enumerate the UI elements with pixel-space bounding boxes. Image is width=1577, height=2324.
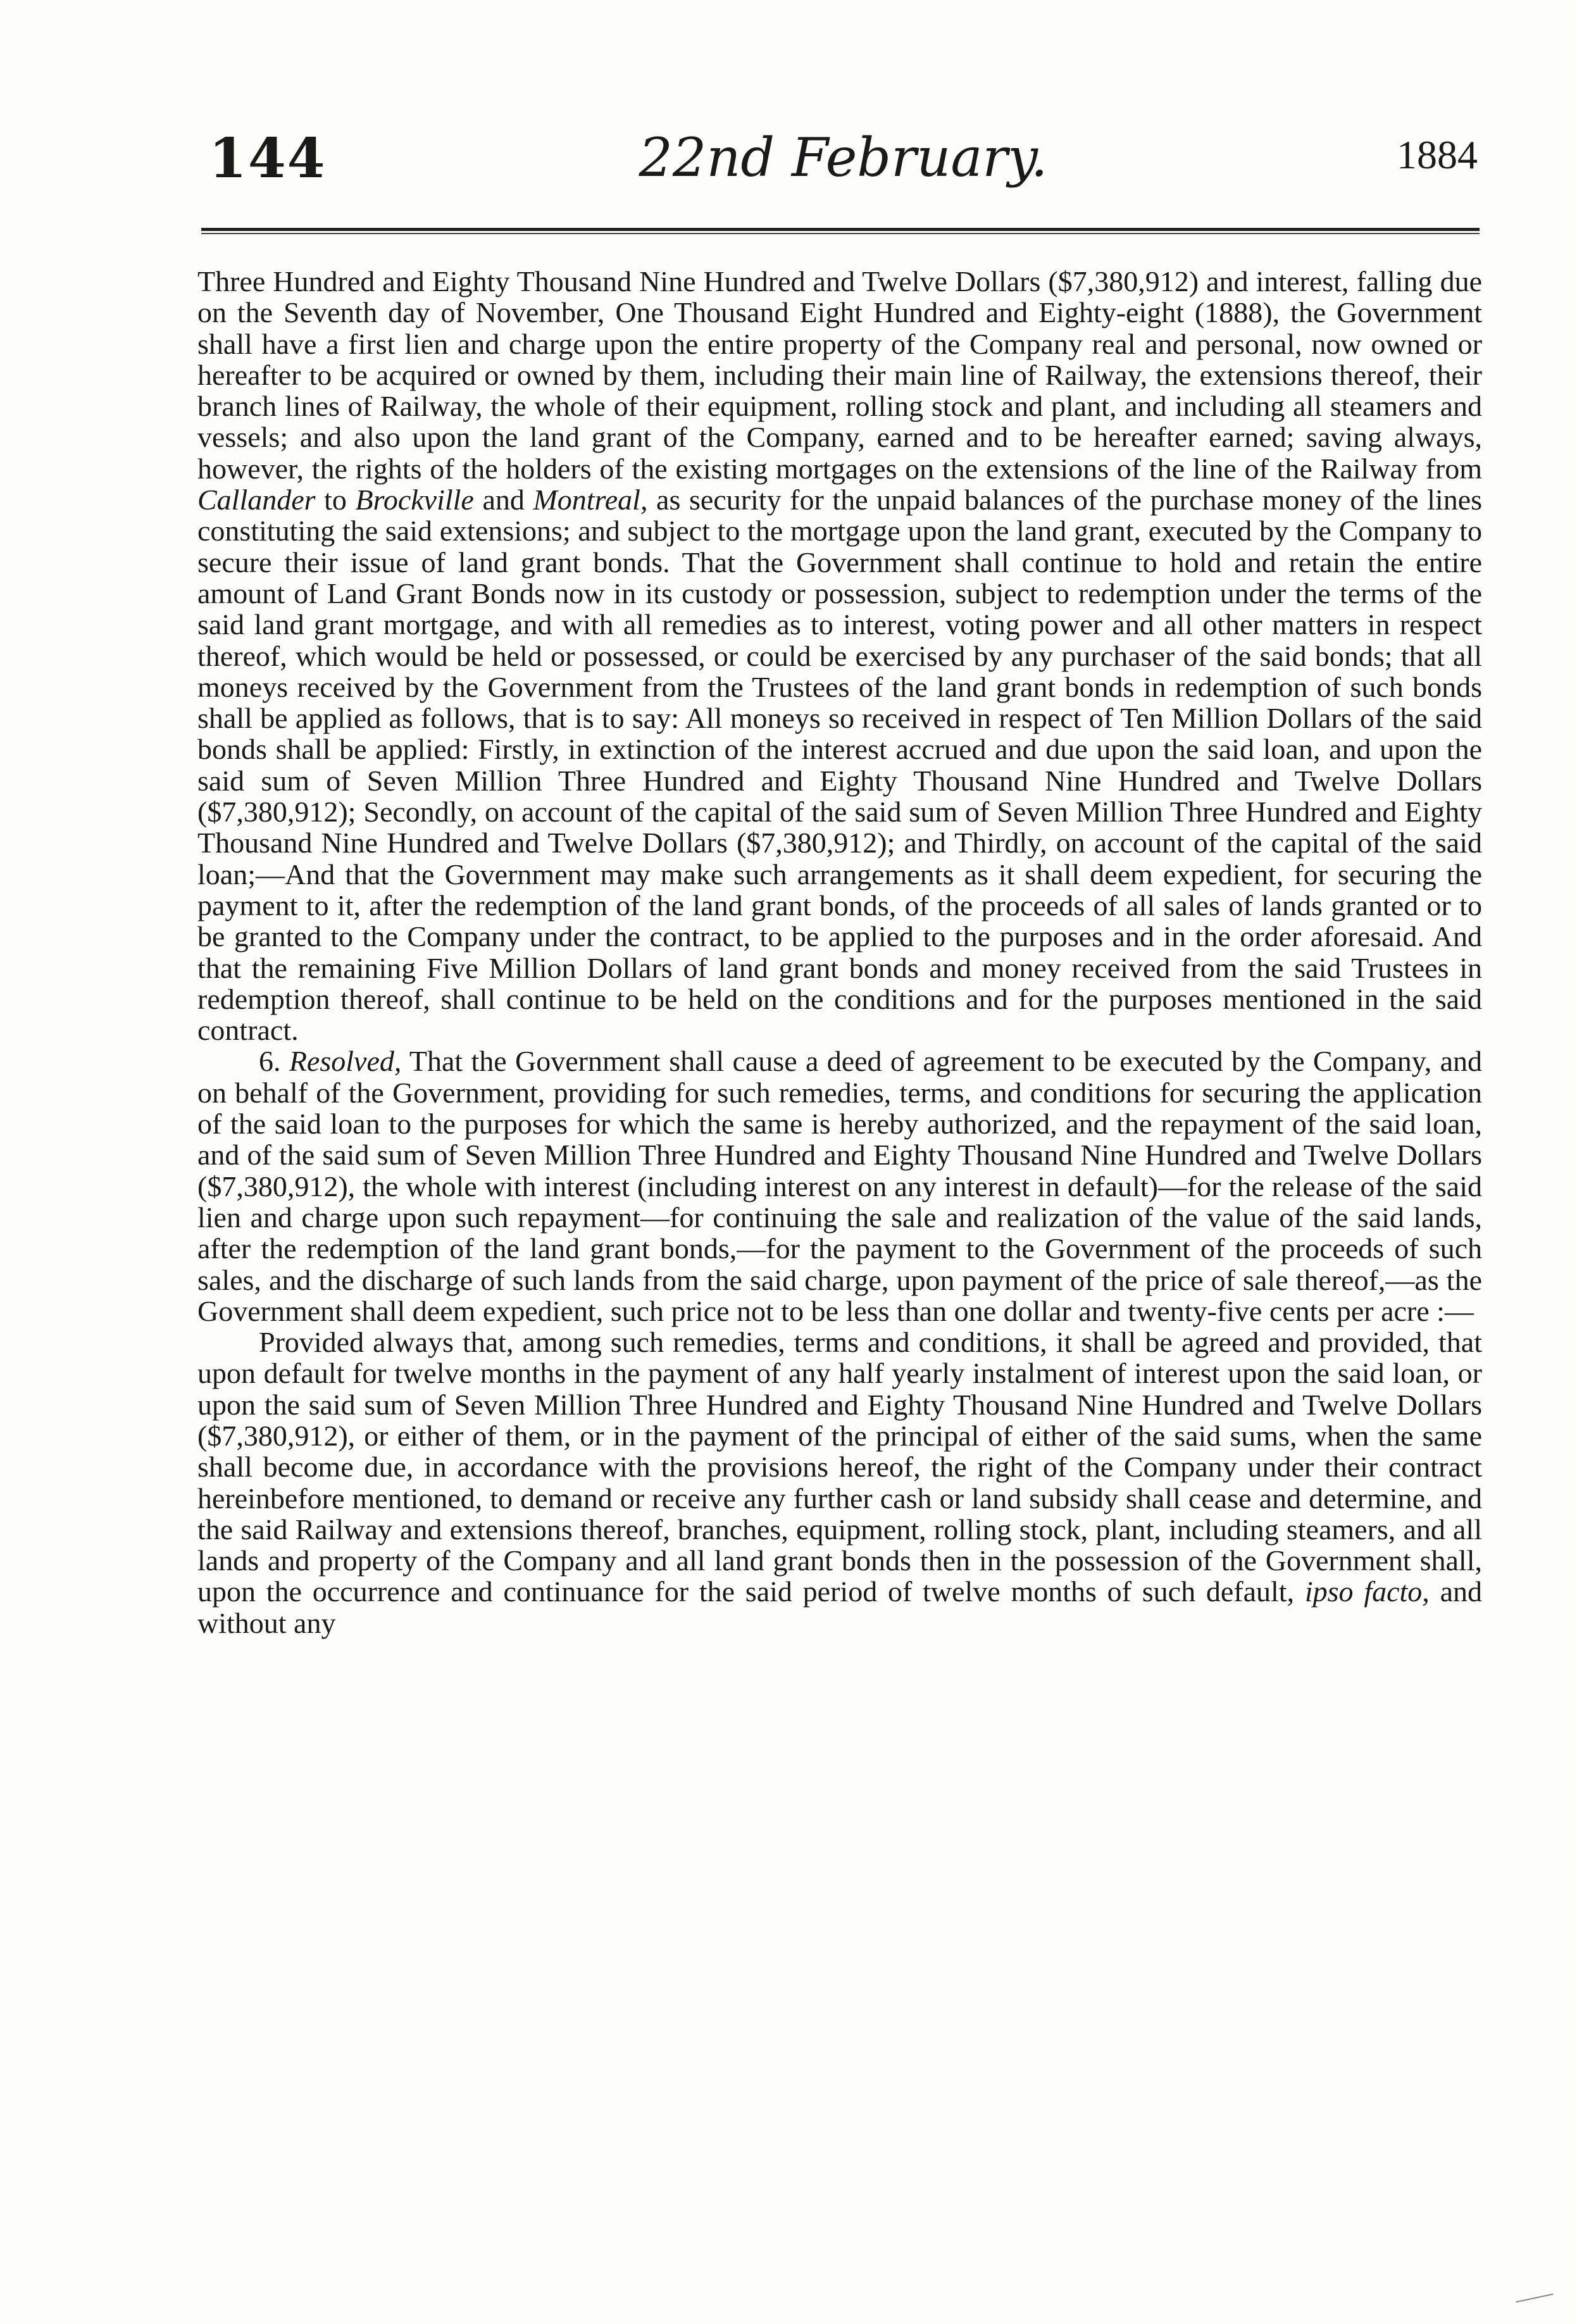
proviso-paragraph (197, 1327, 1482, 1639)
header-year: 1884 (1397, 132, 1478, 177)
resolution-paragraph (197, 1046, 1482, 1327)
page-number: 144 (209, 127, 327, 191)
paragraph-text: Provided always that, among such remedies, terms and conditions, it shall be agreed and provided, that upon default for twelve months in the payment of any half yearly instalment of interest upon the said loan, or upon the said sum of Seven Million Three Hundred and Eighty Thousand Nine Hundred and Twelve Dollars ($7,380,912), or either of them, or in the payment of the principal of either of the said sums, when the same shall become due, in accordance with the provisions hereof, the right of the Company under their contract hereinbefore mentioned, to demand or receive any further cash or land subsidy shall cease and determine, and the said Railway and extensions thereof, branches, equipment, rolling stock, plant, including steamers, and all lands and property of the Company and all land grant bonds then in the possession of the Government shall, upon the occurrence and continuance for the said period of twelve months of such default, (197, 1326, 1482, 1608)
latin-phrase: ipso facto, (1304, 1575, 1430, 1608)
header-rule (201, 228, 1480, 231)
place-name: Callander (197, 484, 316, 516)
paragraph-text: That the Government shall cause a deed of agreement to be executed by the Company, and on behalf of the Government, providing for such remedies, terms, and conditions for securing the application of the said loan to the purposes for which the same is hereby authorized, and the repayment of the said loan, and of the said sum of Seven Million Three Hundred and Eighty Thousand Nine Hundred and Twelve Dollars ($7,380,912), the whole with interest (including interest on any interest in default)—for the release of the said lien and charge upon such repayment—for continuing the sale and realization of the value of the said lands, after the redemption of the land grant bonds,—for the payment to the Government of the proceeds of such sales, and the discharge of such lands from the said charge, upon payment of the price of sale thereof,—as the Government shall deem expedient, such price not to be less than one dollar and twenty-five cents per acre :— (197, 1045, 1482, 1327)
body-text (197, 266, 1482, 1639)
paragraph-text: as security for the unpaid balances of the purchase money of the lines constituting the said extensions; and subject to the mortgage upon the land grant, executed by the Company to secure their issue of land grant bonds. That the Government shall continue to hold and retain the entire amount of Land Grant Bonds now in its custody or possession, subject to redemption under the terms of the said land grant mortgage, and with all remedies as to interest, voting power and all other matters in respect thereof, which would be held or possessed, or could be exercised by any purchaser of the said bonds; that all moneys received by the Government from the Trustees of the land grant bonds in redemption of such bonds shall be applied as follows, that is to say: All moneys so received in respect of Ten Million Dollars of the said bonds shall be applied: Firstly, in extinction of the interest accrued and due upon the said loan, and upon the said sum of Seven Million Three Hundred and Eighty Thousand Nine Hundred and Twelve Dollars ($7,380,912); Secondly, on account of the capital of the said sum of Seven Million Three Hundred and Eighty Thousand Nine Hundred and Twelve Dollars ($7,380,912); and Thirdly, on account of the capital of the said loan;—And that the Government may make such arrangements as it shall deem expedient, for securing the payment to it, after the redemption of the land grant bonds, of the proceeds of all sales of lands granted or to be granted to the Company under the contract, to be applied to the purposes and in the order aforesaid. And that the remaining Five Million Dollars of land grant bonds and money received from the said Trustees in redemption thereof, shall continue to be held on the conditions and for the purposes mentioned in the said contract. (197, 484, 1483, 1047)
page-header (209, 127, 1478, 203)
stray-mark (1516, 2294, 1553, 2302)
paragraph-text: and without any (197, 1575, 1483, 1639)
place-name: Brockville (355, 484, 474, 516)
resolved-label: Resolved, (289, 1045, 402, 1078)
connector-word: and (482, 484, 525, 516)
paragraph-text: Three Hundred and Eighty Thousand Nine Hundred and Twelve Dollars ($7,380,912) and interest, falling due on the Seventh day of November, One Thousand Eight Hundred and Eighty-eight (1888), the Government shall have a first lien and charge upon the entire property of the Company real and personal, now owned or hereafter to be acquired or owned by them, including their main line of Railway, the extensions thereof, their branch lines of Railway, the whole of their equipment, rolling stock and plant, and including all steamers and vessels; and also upon the land grant of the Company, earned and to be hereafter earned; saving always, however, the rights of the holders of the existing mortgages on the extensions of the line of the Railway from (197, 265, 1482, 485)
running-title: 22nd February. (639, 127, 1048, 189)
connector-word: to (324, 484, 347, 516)
resolution-number: 6. (259, 1045, 281, 1078)
paragraph-continuation (197, 266, 1482, 1046)
header-rule-thin (201, 233, 1480, 234)
place-name: Montreal, (533, 484, 648, 516)
